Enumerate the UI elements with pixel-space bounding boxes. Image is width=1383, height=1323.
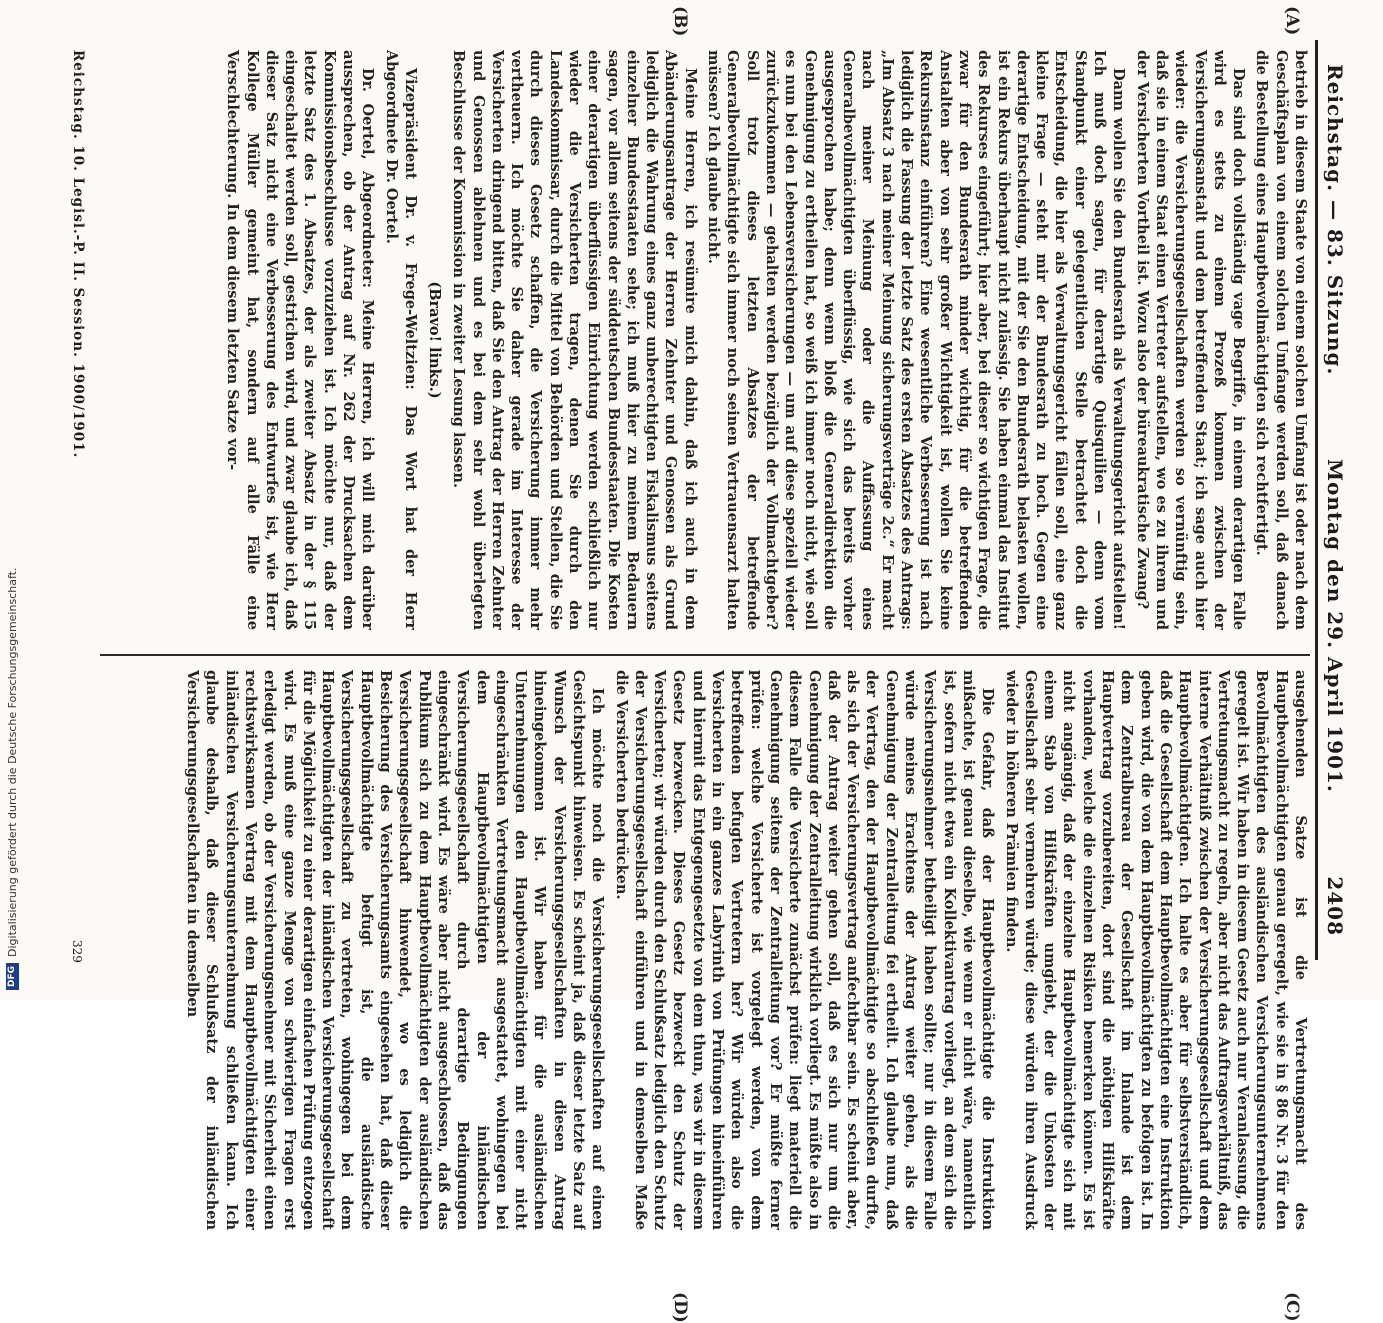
left-paragraph-1: betrieb in diesem Staate von einem solchen Umfang ist oder nach dem Geschäftsplan von einem solchen Umfange werden soll, daß danach die Bestellung eines Hauptbevollmächtigten sich rechtfertigt.: [1253, 50, 1309, 630]
footer-legislature-info: Reichstag. 10. Legisl.-P. II. Session. 1900/1901.: [70, 50, 86, 459]
header-page-number: 2408: [1323, 876, 1347, 936]
rotated-document-page: [70, 6, 1350, 1323]
margin-marker-b: (B): [670, 6, 690, 37]
applause-note: (Bravo! links.): [425, 281, 443, 399]
page-header: [1320, 64, 1350, 936]
margin-marker-c: (C): [1282, 1292, 1302, 1322]
margin-marker-a: (A): [1282, 6, 1302, 36]
left-paragraph-6: Dr. Oertel, Abgeordneter: Meine Herren, ich will mich darüber aussprechen, ob der Antrag auf Nr. 262 der Drucksachen dem Kommissionsbeschlusse vorzuziehen ist. Ich möchte nur, daß der letzte Satz des 1. Absatzes, der als zweiter Absatz in der § 115 eingeschaltet werden soll, gestrichen wird, und zwar glaube ich, daß dieser Satz nicht eine Verbesserung des Entwurfes ist, wie Herr Kollege Müller gemeint hat, sondern auf alle Fälle eine Verschlechterung. In dem diesem letzten Satze vor-: [224, 50, 377, 630]
header-left-title: Reichstag. — 83. Sitzung.: [1323, 64, 1347, 376]
header-right-date: Montag den 29. April 1901.: [1323, 458, 1347, 793]
left-paragraph-2: Das sind doch vollständig vage Begriffe, in einem derartigen Falle wird es stets zu einem Prozeß kommen zwischen der Versicherungsanstalt und dem betreffenden Staat; ich sage auch hier wieder: die Versicherungsgesellschaften werden so vernünftig sein, daß sie in einem Staat einen Vertreter aufstellen, wo es zu ihrem und der Versicherten Vortheil ist. Wozu also der büreaukratische Zwang?: [1133, 50, 1248, 630]
column-divider: [100, 654, 1310, 656]
right-column: [100, 670, 1310, 1230]
left-paragraph-3: Dann wollen Sie den Bundesrath als Verwaltungsgericht aufstellen! Ich muß doch sagen, für derartige Quisquilien — denn vom Standpunkt einer gelegentlichen Stelle betrachtet doch die Entscheidung, die hier als Verwaltungsgericht fällen soll, eine ganz kleine Frage — steht mir der Bundesrath zu hoch. Gegen eine derartige Entscheidung, mit der Sie den Bundesrath belasten wollen, ist ein Rekurs überhaupt nicht zulässig. Sie haben einmal das Institut des Rekurses eingeführt; hier aber, bei dieser so wichtigen Frage, die zwar für den Bundesrath minder wichtig, für die betreffenden Anstalten aber von sehr großer Wichtigkeit ist, wollen Sie keine Rekursinstanz einführen? Eine wesentliche Verbesserung ist nach lediglich die Fassung der letzte Satz des ersten Absatzes des Antrags: „Im Absatz 3 nach meiner Meinung sicherungsverträge 2c.“ Er macht nach meiner Meinung oder die Auffassung eines Generalbevollmächtigten überflüssig, wie sich das bereits vorher ausgesprochen habe; denn wenn bloß die Generaldirektion die Genehmigung zu ertheilen hat, so weiß ich immer noch nicht, wie soll es nun bei den Lebensversicherungen — um auf diese speziell wieder zurückzukommen — gehalten werden bezüglich der Vollmachtgeber? Soll trotz dieses letzten Absatzes der betreffende Generalbevollmächtigte sich immer noch seinen Vertrauensarzt halten müssen? Ich glaube nicht.: [705, 50, 1128, 630]
left-column: [100, 50, 1310, 630]
dfg-logo: DFG: [6, 963, 19, 990]
header-rule: [1315, 40, 1318, 960]
left-paragraph-4: Meine Herren, ich resümire mich dahin, daß ich auch in dem Abänderungsantrage der Herren Zehnter und Genossen als Grund lediglich die Wahrung eines ganz unberechtigten Fiskalismus seitens einzelner Bundesstaaten sehe; ich muß hier zu meinem Bedauern sagen, vor allem seitens der süddeutschen Bundesstaaten. Die Kosten einer derartigen überflüssigen Einrichtung werden schließlich nur wieder die Versicherten tragen, denen Sie durch den Landeskommissar, durch die Mittel von Behörden und Stellen, die Sie durch dieses Gesetz schaffen, die Versicherung immer mehr vertheuern. Ich möchte Sie daher gerade im Interesse der Versicherten dringend bitten, daß Sie den Antrag der Herren Zehnter und Genossen ablehnen und es bei dem sehr wohl überlegten Beschlusse der Kommission in zweiter Lesung lassen.: [450, 50, 699, 630]
right-paragraph-3: Ich möchte noch die Versicherungsgesellschaften auf einen Gesichtspunkt hinweisen. Es scheint ja, daß dieser letzte Satz auf Wunsch der Versicherungsgesellschaften in diesen Antrag hineingekommen ist. Wir haben für die ausländischen Unternehmungen den Hauptbevollmächtigten mit einer nicht eingeschränkten Vertretungsmacht ausgestattet, wohingegen bei dem Hauptbevollmächtigten der inländischen Versicherungsgesellschaft durch derartige Bedingungen eingeschränkt wird. Es wäre aber nicht ausgeschlossen, daß das Publikum sich zu dem Hauptbevollmächtigten der ausländischen Versicherungsgesellschaft hinwendet, wo es lediglich die Besicherung des Versicherungsamts eingesehen hat, daß dieser Hauptbevollmächtigte befugt ist, die ausländische Versicherungsgesellschaft zu vertreten, wohingegen bei dem Hauptbevollmächtigten der inländischen Versicherungsgesellschaft für die Möglichkeit zu einer derartigen einfachen Prüfung entzogen wird. Es muß eine ganze Menge von schwierigen Fragen erst erledigt werden, ob der Versicherungsnehmer mit Sicherheit einen rechtswirksamen Vertrag mit dem Hauptbevollmächtigten einer inländischen Versicherungsunternehmung schließen kann. Ich glaube deshalb, daß dieser Schlußsatz der inländischen Versicherungsgesellschaften in demselben: [184, 670, 607, 1230]
digitization-note-text: Digitalisierung gefördert durch die Deutsche Forschungsgemeinschaft.: [5, 567, 19, 957]
right-paragraph-1: ausgehenden Satze ist die Vertretungsmacht des Hauptbevollmächtigten genau geregelt, wie sie in § 86 Nr. 3 für den Bevollmächtigten des ausländischen Versicherungsunternehmens geregelt ist. Wir haben in diesem Gesetz auch nur Veranlassung, die Vertretungsmacht zu regeln, aber nicht das Auftragsverhältniß, das interne Verhältniß zwischen der Versicherungsgesellschaft und dem Hauptbevollmächtigten. Ich halte es aber für selbstverständlich, daß die Gesellschaft dem Hauptbevollmächtigten eine Instruktion geben wird, die von dem Hauptbevollmächtigten zu befolgen ist. In dem Zentralbureau der Gesellschaft im Inlande ist dem Hauptvertrag vorzubereiten, dort sind die nöthigen Hilfskräfte vorhanden, welche die einzelnen Risiken bemerken können. Es ist nicht angängig, daß der einzelne Hauptbevollmächtigte sich mit einem Stab von Hilfskräften umgiebt, der die Unkosten der Gesellschaft sehr vermehren würde; diese würden ihren Ausdruck wieder in höheren Prämien finden.: [1002, 670, 1309, 1230]
digitization-note: [4, 0, 20, 990]
left-paragraph-5: Vizepräsident Dr. v. Frege-Weltzien: Das Wort hat der Herr Abgeordnete Dr. Oertel.: [382, 50, 419, 630]
margin-marker-d: (D): [670, 1292, 690, 1323]
footer-page-number: 329: [70, 940, 84, 963]
right-paragraph-2: Die Gefahr, daß der Hauptbevollmächtigte die Instruktion mißachte, ist genau dieselbe, wie wenn er nicht wäre, namentlich ist, sofern nicht etwa ein Kollektivantrag vorliegt, an dem sich die Versicherungsnehmer betheiligt haben sollte; nur in diesem Falle würde meines Erachtens der Antrag weiter gehen, als die Genehmigung der Zentralleitung fei ertheilt. Ich glaube nun, daß der Vertrag, den der Hauptbevollmächtigte so abschließen durfte, als sich der Versicherungsvertrag anfechtbar sein. Es scheint aber, daß der Antrag weiter gehen soll, daß es sich nur um die Genehmigung der Zentralleitung wirklich vorliegt. Es müßte also in diesem Falle die Versicherte zunächst prüfen: liegt materiell die Genehmigung seitens der Zentralleitung vor? Er müßte ferner prüfen: welche Versicherte ist vorgelegt werden, von dem betreffenden befugten Vertretern her? Wir würden also die Versicherten in ein ganzes Labyrinth von Prüfungen hineinführen und hiermit das Entgegengesetzte von dem thun, was wir in diesem Gesetz bezwecken. Dieses Gesetz bezweckt den Schutz der Versicherten; wir würden durch den Schlußsatz lediglich den Schutz der Versicherungsgesellschaft einführen und in demselben Maße die Versicherten bedrücken.: [612, 670, 997, 1230]
